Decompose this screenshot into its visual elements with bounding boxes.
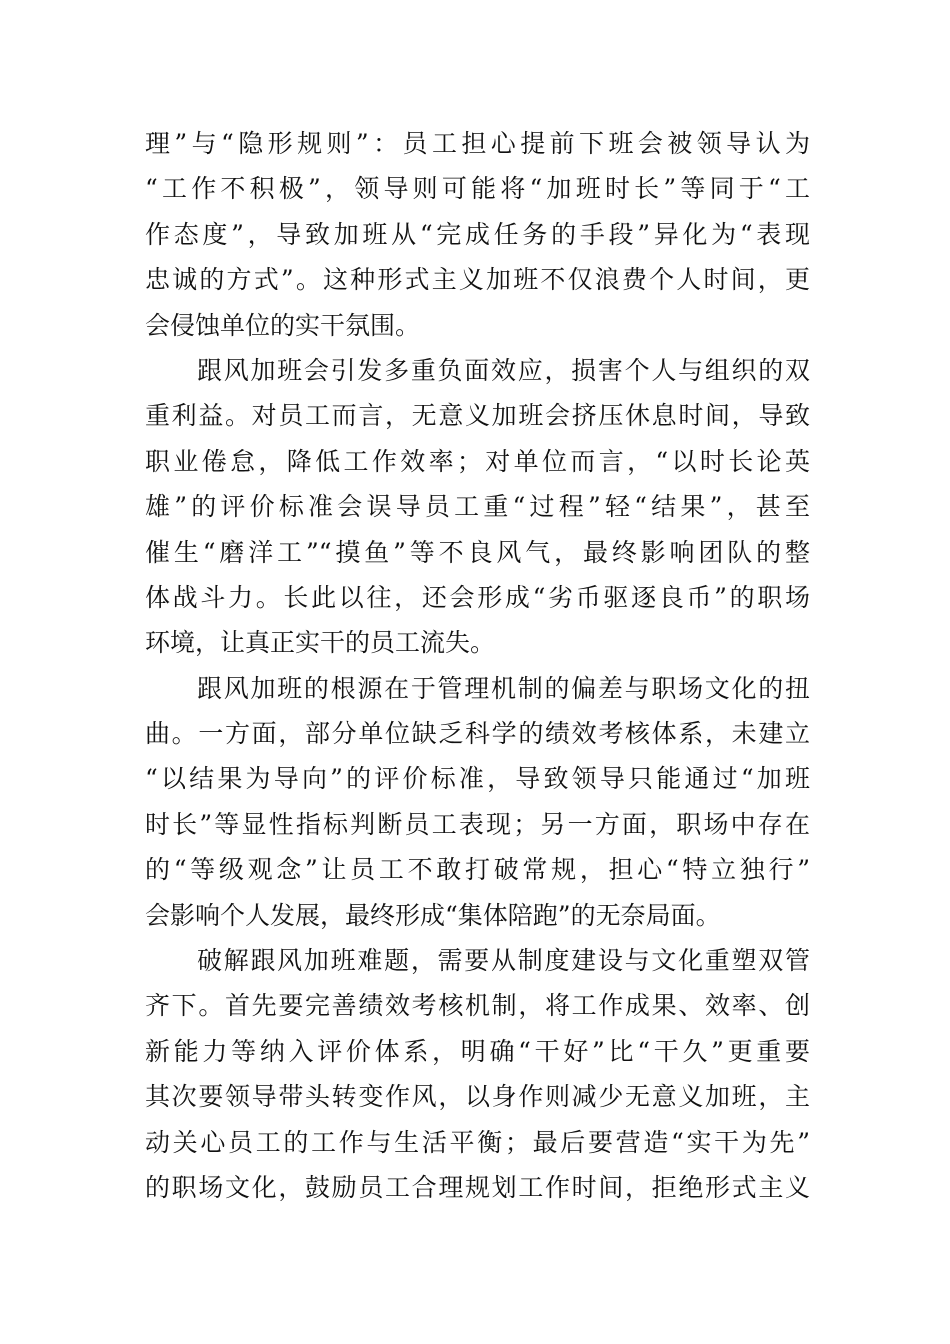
text-line: 作态度”，导致加班从“完成任务的手段”异化为“表现: [145, 219, 810, 249]
text-line: 催生“磨洋工”“摸鱼”等不良风气，最终影响团队的整: [145, 537, 810, 567]
text-line: 雄”的评价标准会误导员工重“过程”轻“结果”，甚至: [145, 492, 810, 522]
text-line: 体战斗力。长此以往，还会形成“劣币驱逐良币”的职场: [145, 582, 810, 612]
text-line: 的“等级观念”让员工不敢打破常规，担心“特立独行”: [145, 855, 810, 885]
text-line: 曲。一方面，部分单位缺乏科学的绩效考核体系，未建立: [145, 719, 810, 749]
paragraph-first-line: 跟风加班会引发多重负面效应，损害个人与组织的双: [197, 355, 810, 385]
text-line: “以结果为导向”的评价标准，导致领导只能通过“加班: [145, 764, 810, 794]
text-line: 职业倦怠，降低工作效率；对单位而言，“以时长论英: [145, 446, 810, 476]
text-line: 的职场文化，鼓励员工合理规划工作时间，拒绝形式主义: [145, 1172, 810, 1202]
text-line: 忠诚的方式”。这种形式主义加班不仅浪费个人时间，更: [145, 265, 810, 295]
text-line: 其次要领导带头转变作风，以身作则减少无意义加班，主: [145, 1082, 810, 1112]
paragraph-first-line: 破解跟风加班难题，需要从制度建设与文化重塑双管: [197, 946, 810, 976]
text-line: 会影响个人发展，最终形成“集体陪跑”的无奈局面。: [145, 900, 721, 930]
text-line: 重利益。对员工而言，无意义加班会挤压休息时间，导致: [145, 401, 810, 431]
text-line: 齐下。首先要完善绩效考核机制，将工作成果、效率、创: [145, 991, 810, 1021]
text-line: 会侵蚀单位的实干氛围。: [145, 310, 421, 340]
text-line: 时长”等显性指标判断员工表现；另一方面，职场中存在: [145, 809, 810, 839]
body-text: [145, 121, 810, 1210]
paragraph-first-line: 跟风加班的根源在于管理机制的偏差与职场文化的扭: [197, 673, 810, 703]
text-line: 环境，让真正实干的员工流失。: [145, 628, 496, 658]
text-line: 动关心员工的工作与生活平衡；最后要营造“实干为先”: [145, 1127, 810, 1157]
text-line: 理”与“隐形规则”：员工担心提前下班会被领导认为: [145, 129, 810, 158]
text-line: 新能力等纳入评价体系，明确“干好”比“干久”更重要: [145, 1036, 810, 1066]
text-line: “工作不积极”，领导则可能将“加班时长”等同于“工: [145, 174, 810, 204]
